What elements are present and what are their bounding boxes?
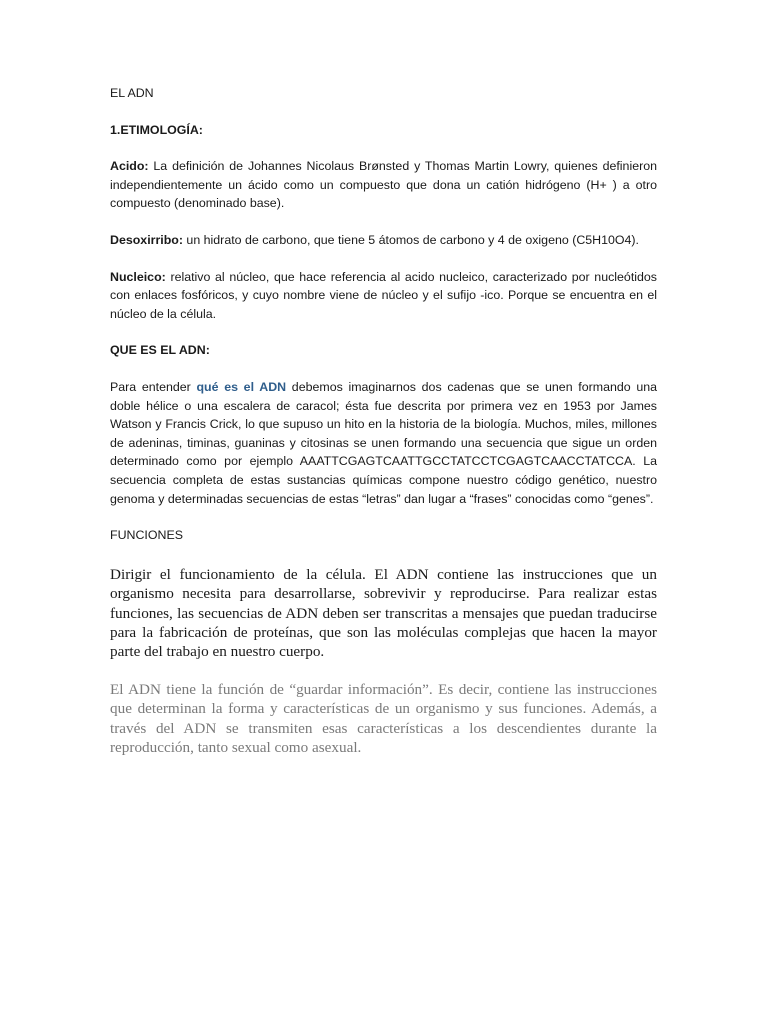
paragraph-funciones-2: El ADN tiene la función de “guardar información”. Es decir, contiene las instrucciones que determinan la forma y características de un organismo y sus funciones. Además, a través del ADN se transmiten esas características a los descendientes durante la reproducción, tanto sexual como asexual. bbox=[110, 680, 657, 756]
paragraph-intro: Para entender bbox=[110, 379, 197, 394]
definition-label: Nucleico: bbox=[110, 269, 166, 284]
definition-desoxirribo bbox=[110, 231, 657, 250]
definition-text: relativo al núcleo, que hace referencia al acido nucleico, caracterizado por nucleótidos con enlaces fosfóricos, y cuyo nombre viene de núcleo y el sufijo -ico. Porque se encuentra en el núcleo de la célula. bbox=[110, 269, 657, 321]
definition-text: un hidrato de carbono, que tiene 5 átomos de carbono y 4 de oxigeno (C5H10O4). bbox=[182, 232, 639, 247]
definition-label: Acido: bbox=[110, 159, 149, 174]
link-que-es-adn[interactable]: qué es el ADN bbox=[196, 379, 287, 394]
definition-text: La definición de Johannes Nicolaus Brønsted y Thomas Martin Lowry, quienes definieron independientemente un ácido como un compuesto que dona un catión hidrógeno (H+ ) a otro compuesto (denominado base). bbox=[110, 159, 657, 211]
section-heading-que-es: QUE ES EL ADN: bbox=[110, 343, 210, 358]
paragraph-que-es-adn bbox=[110, 378, 657, 508]
paragraph-body: debemos imaginarnos dos cadenas que se unen formando una doble hélice o una escalera de caracol; ésta fue descrita por primera vez en 1953 por James Watson y Francis Crick, lo que supuso un hito en la historia de la biología. Muchos, miles, millones de adeninas, timinas, guaninas y citosinas se unen formando una secuencia que sigue un orden determinado como por ejemplo AAATTCGAGTCAATTGCCTATCCTCGAGTCAACCTATCCA. La secuencia completa de estas sustancias químicas compone nuestro código genético, nuestro genoma y determinadas secuencias de estas “letras” dan lugar a “frases” conocidas como “genes”. bbox=[110, 379, 657, 506]
definition-nucleico bbox=[110, 268, 657, 324]
section-heading-funciones: FUNCIONES bbox=[110, 528, 183, 543]
definition-label: Desoxirribo: bbox=[110, 232, 183, 247]
section-heading-etimologia: 1.ETIMOLOGÍA: bbox=[110, 122, 203, 137]
document-title: EL ADN bbox=[110, 86, 154, 100]
document-page bbox=[110, 84, 657, 775]
paragraph-funciones-1: Dirigir el funcionamiento de la célula. El ADN contiene las instrucciones que un organismo necesita para desarrollarse, sobrevivir y reproducirse. Para realizar estas funciones, las secuencias de ADN deben ser transcritas a mensajes que puedan traducirse para la fabricación de proteínas, que son las moléculas complejas que hacen la mayor parte del trabajo en nuestro cuerpo. bbox=[110, 565, 657, 661]
definition-acido bbox=[110, 157, 657, 213]
